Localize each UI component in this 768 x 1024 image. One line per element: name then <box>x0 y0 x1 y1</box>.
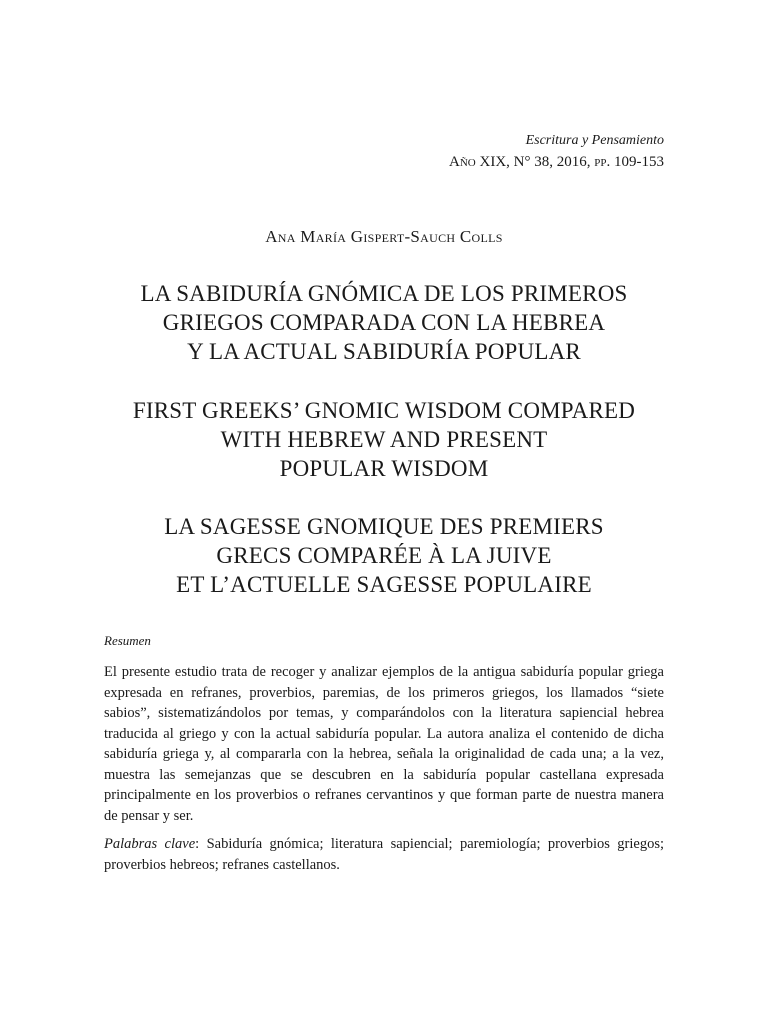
author-name: Ana María Gispert-Sauch Colls <box>265 227 503 246</box>
title-french <box>60 512 708 599</box>
title-line: FIRST GREEKS’ GNOMIC WISDOM COMPARED <box>132 398 636 423</box>
pages-range: 109-153 <box>610 154 664 170</box>
title-english <box>60 396 708 483</box>
title-line: LA SABIDURÍA GNÓMICA DE LOS PRIMEROS <box>140 281 628 306</box>
title-line: WITH HEBREW AND PRESENT <box>220 427 548 452</box>
keywords-label: Palabras clave <box>104 836 196 852</box>
title-line: POPULAR WISDOM <box>279 456 489 481</box>
journal-name: Escritura y Pensamiento <box>525 133 664 148</box>
title-line: GRIEGOS COMPARADA CON LA HEBREA <box>162 310 606 335</box>
title-line: GRECS COMPARÉE À LA JUIVE <box>216 543 552 568</box>
title-line: LA SAGESSE GNOMIQUE DES PREMIERS <box>164 514 604 539</box>
issue-details: XIX, N° 38, 2016, <box>475 154 595 170</box>
abstract-body: El presente estudio trata de recoger y analizar ejemplos de la antigua sabiduría popular griega expresada en refranes, proverbios, paremias, de los primeros griegos, los llamados “siete sabios”, sistematizándolos por temas, y comparándolos con la literatura sapiencial hebrea traducida al griego y con la actual sabiduría popular. La autora analiza el contenido de dicha sabiduría griega y, al compararla con la hebrea, señala la originalidad de cada una; a la vez, muestra las semejanzas que se descubren en la sabiduría popular castellana expresada principalmente en los proverbios o refranes cervantinos y que forman parte de nuestra manera de pensar y ser. <box>104 664 664 824</box>
title-line: ET L’ACTUELLE SAGESSE POPULAIRE <box>176 572 592 597</box>
pages-label: pp. <box>594 154 611 170</box>
issue-year-label: Año <box>449 154 476 170</box>
journal-header <box>449 131 664 173</box>
keywords-paragraph <box>104 834 664 875</box>
title-line: Y LA ACTUAL SABIDURÍA POPULAR <box>187 339 581 364</box>
keywords-text: : Sabiduría gnómica; literatura sapiencial; paremiología; proverbios griegos; proverbios hebreos; refranes castellanos. <box>104 836 664 873</box>
abstract-heading: Resumen <box>104 633 151 648</box>
journal-issue-line <box>449 151 664 173</box>
title-spanish <box>60 279 708 366</box>
abstract-section <box>104 632 664 875</box>
